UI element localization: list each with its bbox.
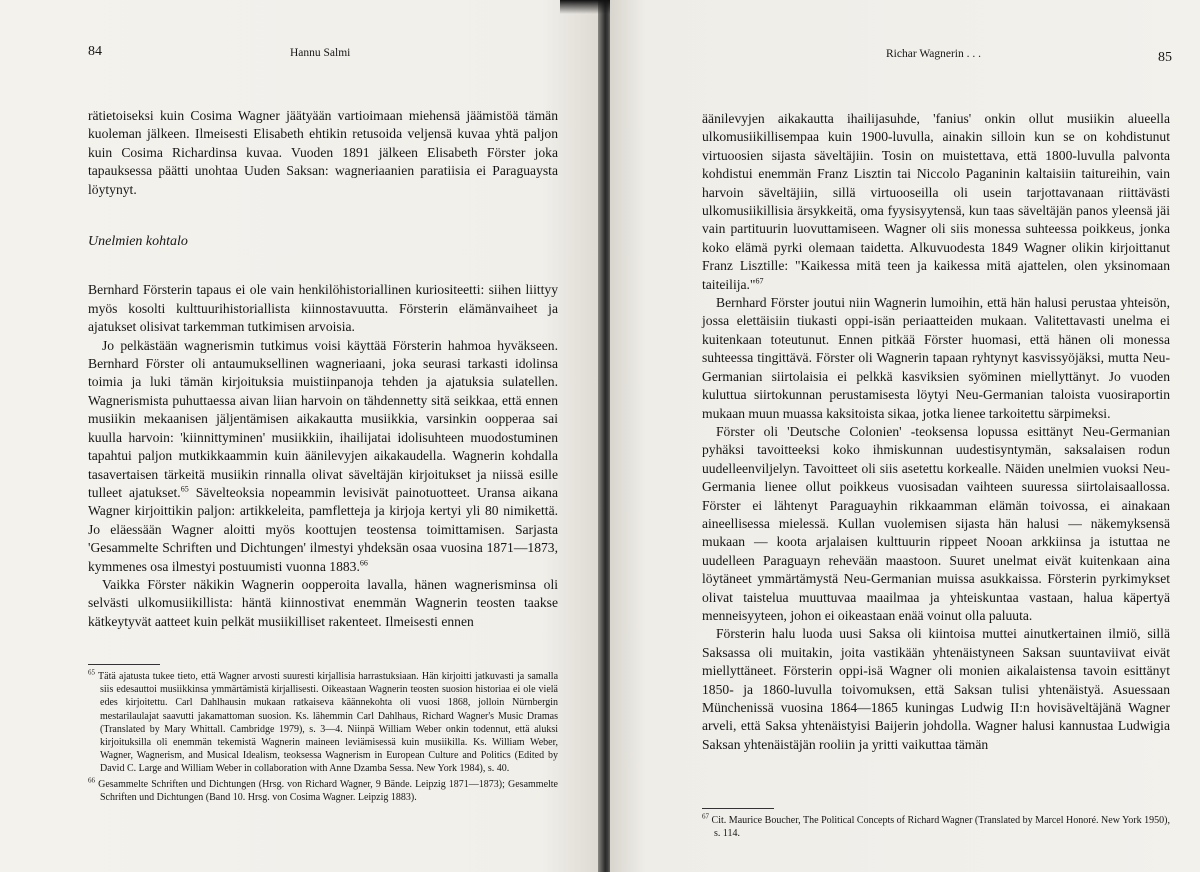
footnote-67-text: Cit. Maurice Boucher, The Political Concepts of Richard Wagner (Translated by Marcel Honoré. New York 1950), s. 114. <box>711 815 1171 840</box>
left-footnote-rule <box>88 664 160 665</box>
footnote-67-number: 67 <box>702 812 709 821</box>
right-paragraph-4: Försterin halu luoda uusi Saksa oli kiintoisa muttei ainutkertainen ilmiö, sillä Saksassa oli muitakin, joita vastikään yhtenäistyneen Saksan suuntaviivat eivät miellyttäneet. Försterin oppi-isä Wagner oli monien aikalaistensa tavoin esittänyt 1850- ja 1860-luvulla toivomuksen, että Saksan tulisi yhtenäistyä. Asuessaan Münchenissä vuosina 1864—1865 kuningas Ludwig II:n hovisäveltäjänä Wagner arveli, että Saksa yhtenäistyisi Baijerin johdolla. Wagner halusi kannustaa Ludwigia Saksan yhtenäistäjän rooliin ja yritti vaikuttaa tämän <box>702 626 1170 752</box>
section-heading: Unelmien kohtalo <box>88 234 188 250</box>
footnote-66 <box>88 778 558 804</box>
right-paragraph-2: Bernhard Förster joutui niin Wagnerin lumoihin, että hän halusi perustaa yhteisön, jossa elettäisiin tiukasti oppi-isän periaatteiden mukaan. Valitettavasti unelma ei kuitenkaan toteutunut. Ennen pitkää Förster huomasi, että hänen oli monessa suhteessa tingittävä. Förster oli Wagnerin tapaan ryhtynyt kasvissyöjäksi, mutta Neu-Germanian siirtolaisia ei pelkkä kasviksien syöminen miellyttänyt. Jo vuoden kuluttua siirtokunnan perustamisesta löytyi Neu-Germanian taloista vuosiraportin mukaan muun muassa kaksitoista sikaa, jotka lienee tarkoitettu särpimeksi. <box>702 295 1170 421</box>
right-page-number: 85 <box>1158 50 1172 65</box>
left-page-number: 84 <box>88 44 102 59</box>
footnote-66-text: Gesammelte Schriften und Dichtungen (Hrsg. von Richard Wagner, 9 Bände. Leipzig 1871—1873); Gesammelte Schriften und Dichtungen (Band 10. Hrsg. von Cosima Wagner. Leipzig 1883). <box>98 778 558 803</box>
left-paragraph-3: Vaikka Förster näkikin Wagnerin oopperoita lavalla, hänen wagnerisminsa oli selvästi ulkomusiikillista: häntä kiinnostivat enemmän Wagnerin teosten taakse kätkeytyvät aatteet kuin pelkät musiikilliset rakenteet. Ilmeisesti ennen <box>88 576 558 629</box>
right-running-head: Richar Wagnerin . . . <box>886 48 981 60</box>
right-body-text <box>702 110 1170 754</box>
left-paragraph-2-text: Jo pelkästään wagnerismin tutkimus voisi käyttää Försterin hahmoa hyväkseen. Bernhard Förster oli antaumuksellinen wagneriaani, joka seurasi tarkasti idolinsa toimia ja luki tämän kirjoituksia muistiinpanoja tehden ja ajatuksia sulatellen. Wagnerismista puhuttaessa aivan liian harvoin on tähdennetty sitä seikkaa, että ennen musiikin mekaanisen jäljentämisen aikakautta musiikkia, varsinkin oopperaa sai kuulla harvoin: 'kiinnittyminen' musiikkiin, ihailijatai idolisuhteen muodostuminen tapahtui paljon mutkikkaammin kuin äänilevyjen aikakaudella. Wagnerin kohdalla tasavertaisen tärkeitä musiikin rinnalla olivat säveltäjän kirjoitukset ja niissä esille tulleet ajatukset. <box>88 337 558 500</box>
footnote-ref-67[interactable]: 67 <box>755 276 764 286</box>
footnote-ref-65[interactable]: 65 <box>180 484 189 494</box>
footnote-66-number: 66 <box>88 776 95 785</box>
right-paragraph-3: Förster oli 'Deutsche Colonien' -teoksensa lopussa esittänyt Neu-Germanian pyhäksi tavoitteeksi koko ihmiskunnan uudestisyntymän, saksalaisen rodun uudelleenviljelyn. Tavoitteet oli siis asetettu korkealle. Näiden unelmien vuoksi Neu-Germania lienee ollut poikkeus vuosisadan vaihteen suuressa siirtolaisaallossa. Förster ei lähtenyt Paraguayhin rikkaamman elämän toivossa, ei ainakaan aineellisessa mielessä. Kullan vuolemisen sijasta hän halusi — näkemyksensä mukaan — koota arjalaisen kulttuurin rippeet Nooan arkkiinsa ja istuttaa ne uudelleen Paraguayn rehevään maastoon. Suuret unelmat eivät kuitenkaan aina löytäneet ymmärtämystä Neu-Germanian muissa asukkaissa. Försterin pyrkimykset olivat taistelua muuttuvaa maailmaa ja yhteiskuntaa vastaan, halua käpertyä menneisyyteen, johon ei oikeastaan enää voinut olla paluuta. <box>702 423 1170 623</box>
right-paragraph-1 <box>702 110 1170 294</box>
footnote-ref-66[interactable]: 66 <box>359 558 368 567</box>
intro-paragraph: rätietoiseksi kuin Cosima Wagner jäätyään vartioimaan miehensä jäämistöä tämän kuoleman jälkeen. Ilmeisesti Elisabeth ehtikin retusoida veljensä kuvaa yhtä paljon kuin Cosima Richardinsa kuvaa. Vuoden 1891 jälkeen Elisabeth Förster joka tapauksessa päätti unohtaa Uuden Saksan: wagneriaanien paratiisia ei Paraguaysta löytynyt. <box>88 108 558 197</box>
left-paragraph-1: Bernhard Försterin tapaus ei ole vain henkilöhistoriallinen kuriositeetti: siihen liittyy myös kosolti kulttuurihistoriallista kiinnostavuutta. Försterin elämänvaiheet ja ajatukset olisivat tarkemman tutkimisen arvoisia. <box>88 282 558 335</box>
left-paragraph-2-cont: Sävelteoksia nopeammin levisivät painotuotteet. Uransa aikana Wagner kirjoittikin paljon: artikkeleita, pamfletteja ja kirjoja kertyi yli 80 nimikettä. Jo eläessään Wagner aloitti myös koottujen teostensa toimittamisen. Sarjasta 'Gesammelte Schriften und Dichtungen' ilmestyi yhdeksän osaa vuosina 1871—1873, kymmenes osa ilmestyi postuumisti vuonna 1883. <box>88 484 558 574</box>
left-running-head: Hannu Salmi <box>290 47 351 59</box>
footnote-65-text: Tätä ajatusta tukee tieto, että Wagner arvosti suuresti kirjallisia harrastuksiaan. Hän kirjoitti jatkuvasti ja samalla siis edesauttoi musiikkinsa ymmärtämistä kirjallisesti. Oikeastaan Wagnerin teosten suosion historiaa ei ole vielä edes kirjoitettu. Carl Dahlhausin mukaan ratkaiseva käännekohta oli vuosi 1868, jolloin Nürnbergin mestarilaulajat saavutti jakamattoman suosion. Ks. lähemmin Carl Dahlhaus, Richard Wagner's Music Dramas (Translated by Mary Whittall. Cambridge 1979), s. 3—4. Niinpä William Weber onkin todennut, että aluksi kirjoituksilla oli enemmän tekemistä Wagnerin maineen leviämisessä kuin musiikilla. Ks. William Weber, Wagner, Wagnerism, and Musical Idealism, teoksessa Wagnerism in European Culture and Politics (Edited by David C. Large and William Weber in collaboration with Anne Dzamba Sessa. New York 1984), s. 40. <box>98 671 559 775</box>
left-paragraph-2 <box>88 337 558 576</box>
right-paragraph-1-text: äänilevyjen aikakautta ihailijasuhde, 'fanius' onkin ollut musiikin alueella ulkomusiikillisempaa kuin 1900-luvulla, ainakin silloin kun se on kohdistunut virtuoosien sijasta säveltäjiin. Tosin on muistettava, että 1800-luvulla palvonta kohdistui enemmän Franz Lisztin tai Niccolo Paganinin kaltaisiin taitureihin, vain harvoin säveltäjiin, sillä virtuooseilla oli usein tarjottavanaan riittävästi ulkomusiikillisia ärsykkeitä, oma fyysisyytensä, kun taas säveltäjän panos yleensä jäi vain partituurin luovuttamiseen. Wagner oli siis monessa suhteessa poikkeus, jonka koko elämä pyrki olemaan taidetta. Alkuvuodesta 1849 Wagner olikin kirjoittanut Franz Lisztille: "Kaikessa mitä teen ja kaikessa mitä ajattelen, olen yksinomaan taiteilija." <box>702 111 1170 292</box>
left-body-text <box>88 107 558 631</box>
right-page <box>610 0 1200 872</box>
footnote-65 <box>88 670 558 776</box>
right-footnote-rule <box>702 808 774 809</box>
footnote-65-number: 65 <box>88 668 95 677</box>
right-footnotes <box>702 814 1170 842</box>
footnote-67 <box>702 814 1170 840</box>
left-footnotes <box>88 670 558 806</box>
